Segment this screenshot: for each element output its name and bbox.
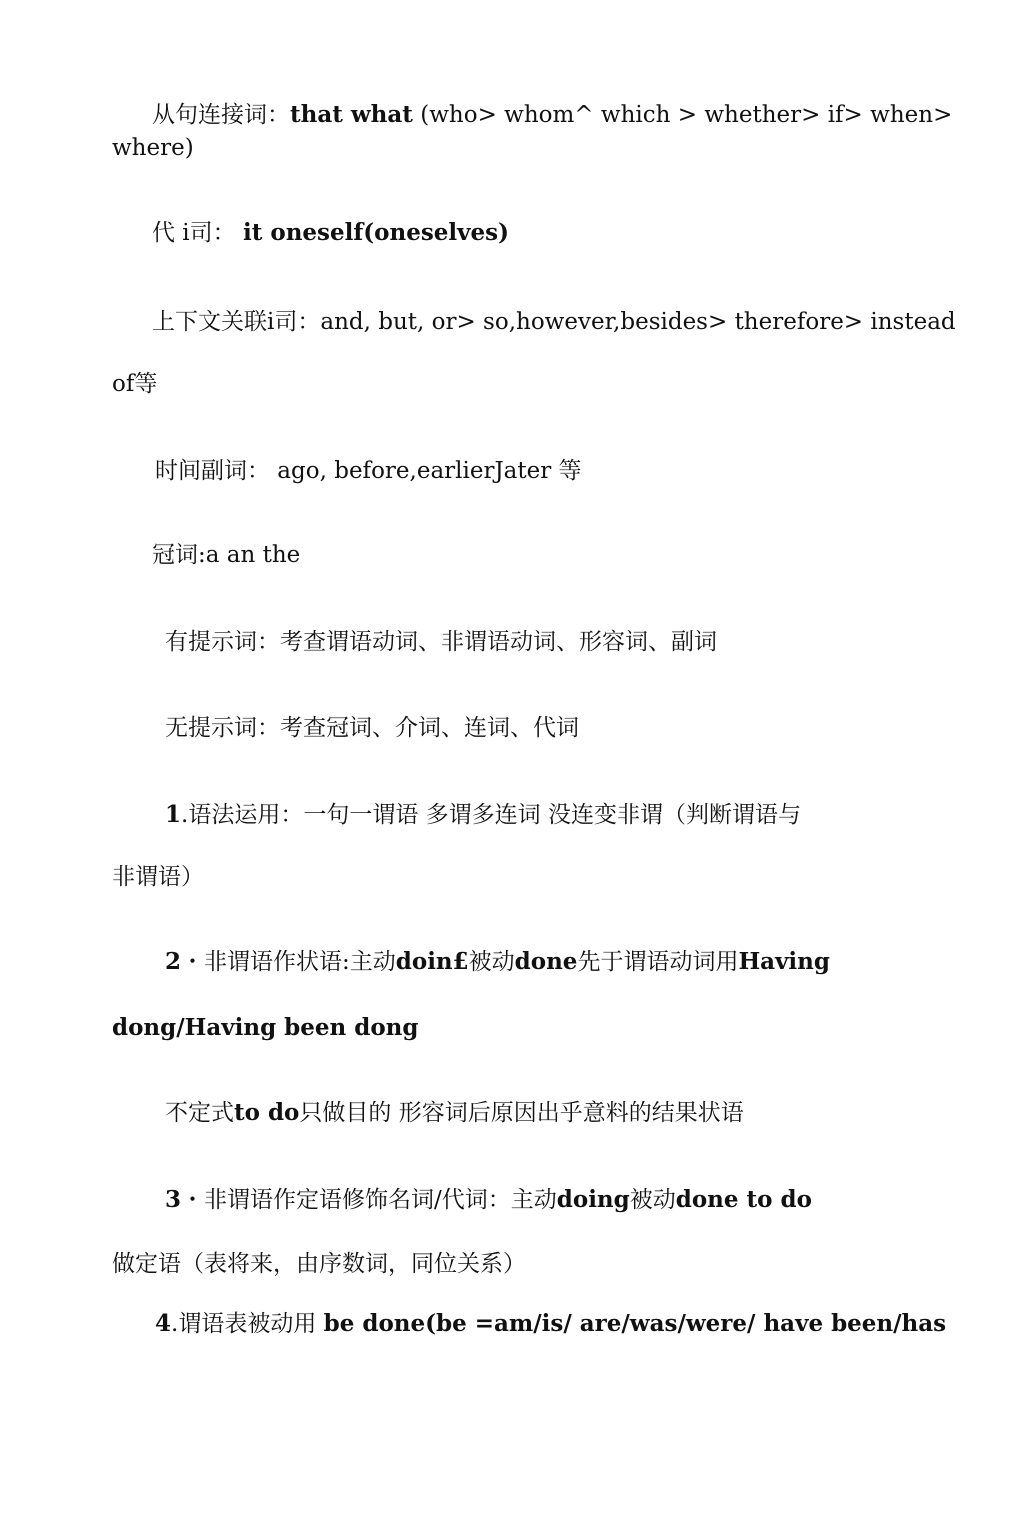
with-hint-words-line: 有提示词：考查谓语动词、非谓语动词、形容词、副词 xyxy=(165,629,717,655)
clause-connectors-bold: that what xyxy=(290,101,413,128)
pronoun-line xyxy=(152,218,509,248)
rule-2-text-b: 被动 xyxy=(468,949,515,975)
rule-4-be-done: be done(be =am/is/ are/was/were/ have been/has xyxy=(323,1310,947,1337)
without-hint-words-line: 无提示词：考查冠词、介词、连词、代词 xyxy=(165,715,579,741)
rule-2-number: 2 xyxy=(165,948,182,975)
rule-3-line xyxy=(165,1185,812,1215)
rule-2-having: Having xyxy=(738,948,830,975)
clause-connectors-list: (who> whom^ which > whether> if> when> xyxy=(412,102,953,128)
clause-connectors-continued: where) xyxy=(112,135,194,161)
rule-2-text-c: 先于谓语动词用 xyxy=(577,949,739,975)
infinitive-label: 不定式 xyxy=(165,1100,234,1126)
context-connectives-line: 上下文关联i司：and, but, or> so,however,besides> therefore> instead xyxy=(152,309,956,335)
rule-1-number: 1 xyxy=(165,801,182,828)
pronoun-label: 代 i司： xyxy=(152,220,243,246)
pronoun-words: it oneself(oneselves) xyxy=(242,219,509,246)
infinitive-line xyxy=(165,1098,744,1128)
infinitive-text: 只做目的 形容词后原因出乎意料的结果状语 xyxy=(299,1100,744,1126)
infinitive-to-do: to do xyxy=(234,1099,300,1126)
articles-line: 冠词:a an the xyxy=(152,542,301,568)
rule-1-text: .语法运用：一句一谓语 多谓多连词 没连变非谓（判断谓语与 xyxy=(181,802,801,828)
rule-3-text-b: 被动 xyxy=(629,1187,676,1213)
rule-2-line xyxy=(165,947,830,977)
rule-1-line xyxy=(165,800,801,830)
rule-3-continued: 做定语（表将来，由序数词，同位关系） xyxy=(112,1251,526,1277)
rule-4-number: 4 xyxy=(155,1310,172,1337)
time-adverbs-line: 时间副词： ago, before,earlierJater 等 xyxy=(155,458,582,484)
rule-2-done: done xyxy=(514,948,578,975)
rule-2-continued: dong/Having been dong xyxy=(112,1014,419,1041)
rule-3-number: 3 xyxy=(165,1186,182,1213)
rule-2-doing: doin£ xyxy=(395,948,469,975)
clause-connectors-line xyxy=(152,100,952,130)
rule-3-doing: doing xyxy=(556,1186,630,1213)
rule-1-continued: 非谓语） xyxy=(112,864,204,890)
rule-3-done-to-do: done to do xyxy=(675,1186,812,1213)
rule-4-text: .谓语表被动用 xyxy=(171,1311,324,1337)
rule-4-line xyxy=(155,1309,946,1339)
clause-connectors-label: 从句连接词： xyxy=(152,102,290,128)
context-connectives-continued: of等 xyxy=(112,371,158,397)
rule-3-text-a: ・非谓语作定语修饰名词/代词：主动 xyxy=(181,1187,557,1213)
rule-2-text-a: ・非谓语作状语:主动 xyxy=(181,949,396,975)
